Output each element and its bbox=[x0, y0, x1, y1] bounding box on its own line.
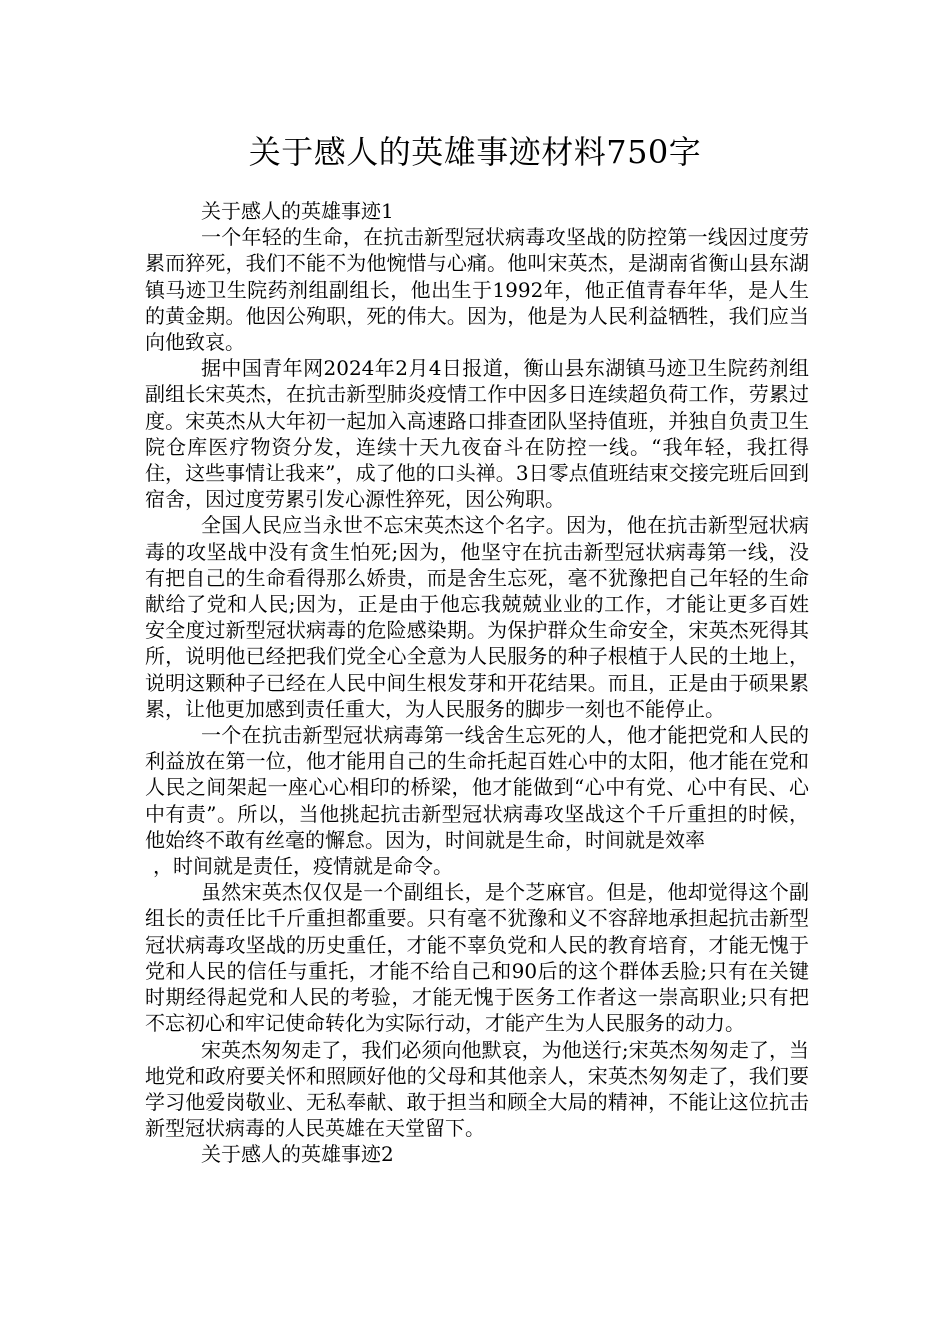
paragraph-4: 一个在抗击新型冠状病毒第一线舍生忘死的人，他才能把党和人民的利益放在第一位，他才能用自己的生命托起百姓心中的太阳，他才能在党和人民之间架起一座心心相印的桥梁，他才能做到“心中有党、心中有民、心中有责”。所以，当他挑起抗击新型冠状病毒攻坚战这个千斤重担的时候，他始终不敢有丝毫的懈怠。因为，时间就是生命，时间就是效率 bbox=[145, 723, 809, 852]
paragraph-4-continuation: ，时间就是责任，疫情就是命令。 bbox=[153, 854, 453, 879]
section-heading-1: 关于感人的英雄事迹1 bbox=[201, 199, 394, 223]
document-title: 关于感人的英雄事迹材料750字 bbox=[248, 133, 702, 171]
paragraph-3: 全国人民应当永世不忘宋英杰这个名字。因为，他在抗击新型冠状病毒的攻坚战中没有贪生怕死;因为，他坚守在抗击新型冠状病毒第一线，没有把自己的生命看得那么娇贵，而是舍生忘死，毫不犹豫把自己年轻的生命献给了党和人民;因为，正是由于他忘我兢兢业业的工作，才能让更多百姓安全度过新型冠状病毒的危险感染期。为保护群众生命安全，宋英杰死得其所，说明他已经把我们党全心全意为人民服务的种子根植于人民的土地上，说明这颗种子已经在人民中间生根发芽和开花结果。而且，正是由于硕果累累，让他更加感到责任重大，为人民服务的脚步一刻也不能停止。 bbox=[145, 513, 809, 721]
paragraph-1: 一个年轻的生命，在抗击新型冠状病毒攻坚战的防控第一线因过度劳累而猝死，我们不能不为他惋惜与心痛。他叫宋英杰，是湖南省衡山县东湖镇马迹卫生院药剂组副组长，他出生于1992年，他正值青春年华，是人生的黄金期。他因公殉职，死的伟大。因为，他是为人民利益牺牲，我们应当向他致哀。 bbox=[145, 225, 809, 355]
paragraph-2: 据中国青年网2024年2月4日报道，衡山县东湖镇马迹卫生院药剂组副组长宋英杰，在抗击新型肺炎疫情工作中因多日连续超负荷工作，劳累过度。宋英杰从大年初一起加入高速路口排查团队坚持值班，并独自负责卫生院仓库医疗物资分发，连续十天九夜奋斗在防控一线。“我年轻，我扛得住，这些事情让我来”，成了他的口头禅。3日零点值班结束交接完班后回到宿舍，因过度劳累引发心源性猝死，因公殉职。 bbox=[145, 356, 809, 512]
document-body bbox=[145, 198, 809, 1168]
paragraph-6: 宋英杰匆匆走了，我们必须向他默哀，为他送行;宋英杰匆匆走了，当地党和政府要关怀和照顾好他的父母和其他亲人，宋英杰匆匆走了，我们要学习他爱岗敬业、无私奉献、敢于担当和顾全大局的精神，不能让这位抗击新型冠状病毒的人民英雄在天堂留下。 bbox=[145, 1037, 809, 1141]
paragraph-5: 虽然宋英杰仅仅是一个副组长，是个芝麻官。但是，他却觉得这个副组长的责任比千斤重担都重要。只有毫不犹豫和义不容辞地承担起抗击新型冠状病毒攻坚战的历史重任，才能不辜负党和人民的教育培育，才能无愧于党和人民的信任与重托，才能不给自己和90后的这个群体丢脸;只有在关键时期经得起党和人民的考验，才能无愧于医务工作者这一崇高职业;只有把不忘初心和牢记使命转化为实际行动，才能产生为人民服务的动力。 bbox=[145, 880, 809, 1036]
section-heading-2: 关于感人的英雄事迹2 bbox=[201, 1142, 394, 1167]
